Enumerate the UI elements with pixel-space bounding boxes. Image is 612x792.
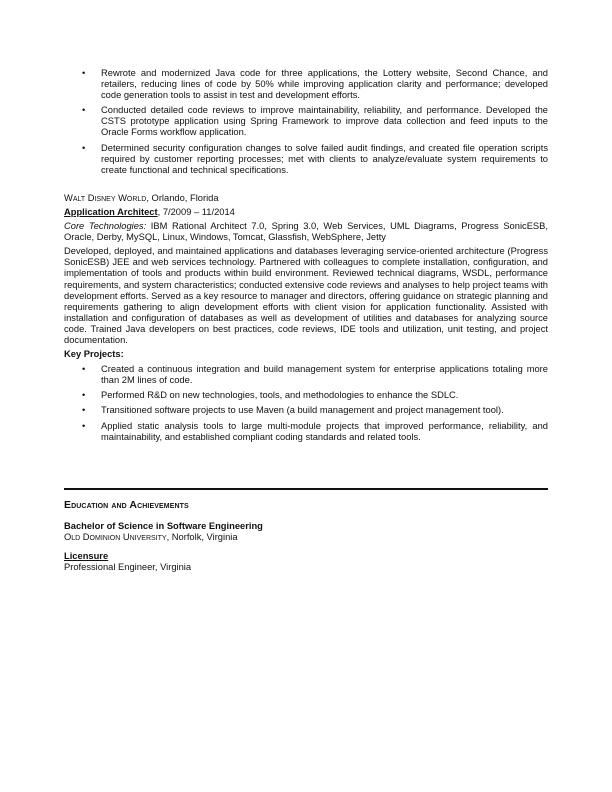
bullet-text: Conducted detailed code reviews to improve maintainability, reliability, and performance. Developed the CSTS prototype application using Spring Framework to improve data collection and feed inputs to the Oracle Forms workflow application. [101, 105, 548, 138]
licensure-heading: Licensure [64, 551, 109, 562]
bullet-text: Rewrote and modernized Java code for three applications, the Lottery website, Second Chance, and retailers, reducing lines of code by 50% while improving application clarity and performance; developed code generation tools to assist in test and development efforts. [101, 68, 548, 101]
bullet-glyph: • [82, 68, 86, 78]
bullet-glyph: • [82, 364, 86, 375]
job-title: Application Architect [64, 206, 158, 217]
list-item [64, 143, 548, 176]
core-technologies-label: Core Technologies: [64, 221, 147, 232]
job-description: Developed, deployed, and maintained applications and databases leveraging service-oriented architecture (Progress SonicESB) JEE and web services technology. Partnered with colleagues to complete installation, configuration, and implementation of tools and products within build environment. Reviewed technical diagrams, WSDL, performance requirements, and system characteristics; conducted extensive code reviews and analyses to help project teams with development efforts. Served as a key resource to manager and directors, offering guidance on strategic planning and requirements gathering to align development efforts with client vision for application functionality. Assisted with installation and configuration of databases as well as development of utilities and databases for analyzing source code. Trained Java developers on best practices, code reviews, IDE tools and utilization, unit testing, and project documentation. [64, 246, 548, 345]
licensure-text: Professional Engineer, Virginia [64, 562, 192, 573]
section-divider [64, 488, 548, 490]
bullet-text: Applied static analysis tools to large multi-module projects that improved performance, reliability, and maintainability, and established compliant coding standards and related tools. [101, 420, 548, 442]
job-dates: , 7/2009 – 11/2014 [157, 206, 235, 217]
school-name: Old Dominion University [64, 532, 167, 543]
degree-title: Bachelor of Science in Software Engineering [64, 521, 263, 532]
school-location: , Norfolk, Virginia [166, 532, 238, 543]
list-item [64, 405, 548, 416]
resume-page [64, 68, 548, 447]
bullet-glyph: • [82, 142, 86, 153]
bullet-glyph: • [82, 420, 86, 431]
section-heading: Education and Achievements [64, 499, 189, 511]
bullet-glyph: • [82, 405, 86, 416]
bullet-text: Transitioned software projects to use Maven (a build management and project management tool). [101, 405, 504, 416]
core-technologies-text: IBM Rational Architect 7.0, Spring 3.0, Web Services, UML Diagrams, Progress SonicESB, Oracle, Derby, MySQL, Linux, Windows, Tomcat, Glassfish, WebSphere, Jetty [64, 221, 548, 243]
list-item [64, 364, 548, 386]
list-item [64, 390, 548, 401]
core-technologies [64, 221, 548, 243]
bullet-glyph: • [82, 105, 86, 116]
bullet-glyph: • [82, 390, 86, 401]
employer-line [64, 193, 548, 204]
previous-job-bullets [64, 68, 548, 176]
employer-location: , Orlando, Florida [146, 192, 219, 203]
list-item [64, 105, 548, 138]
bullet-text: Determined security configuration changes to solve failed audit findings, and created file operation scripts required by customer reporting processes; met with clients to analyze/evaluate system requirements to create functional and technical specifications. [101, 142, 548, 175]
list-item [64, 421, 548, 443]
key-projects-heading: Key Projects: [64, 349, 124, 360]
key-projects-list [64, 364, 548, 443]
list-item [64, 68, 548, 101]
bullet-text: Performed R&D on new technologies, tools, and methodologies to enhance the SDLC. [101, 390, 459, 401]
job-title-line [64, 207, 548, 218]
bullet-text: Created a continuous integration and build management system for enterprise applications totaling more than 2M lines of code. [101, 364, 548, 386]
education-section [64, 500, 548, 573]
employer-name: Walt Disney World [64, 192, 147, 203]
school-line [64, 532, 548, 543]
